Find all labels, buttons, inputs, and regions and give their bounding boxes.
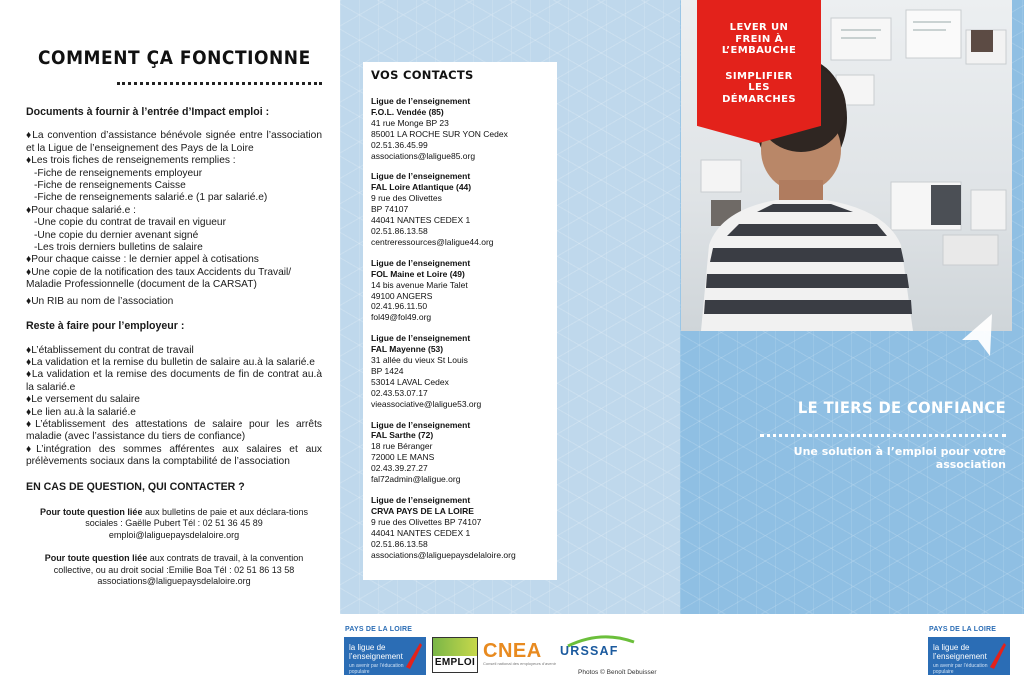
contact-line: 41 rue Monge BP 23 xyxy=(371,117,449,128)
contact-line: 53014 LAVAL Cedex xyxy=(371,376,449,387)
contact-phone[interactable]: 02.51.86.13.58 xyxy=(371,538,428,549)
badge-line: DÉMARCHES xyxy=(722,93,796,105)
subtitle-line: association xyxy=(935,458,1006,471)
employer-heading: Reste à faire pour l’employeur : xyxy=(26,320,185,333)
contact-org-name: FAL Loire Atlantique (44) xyxy=(371,182,472,193)
docs-subitem: -Une copie du contrat de travail en vigueur xyxy=(34,217,226,229)
docs-item: ♦Une copie de la notification des taux Accidents du Travail/ Maladie Professionnelle (document de la CARSAT) xyxy=(26,266,292,291)
contact-block xyxy=(371,333,557,409)
ligue-logo xyxy=(928,637,1010,675)
pointer-arrow-icon xyxy=(960,312,994,358)
badge-line: SIMPLIFIER xyxy=(725,70,793,82)
docs-item: ♦Pour chaque salarié.e : xyxy=(26,204,136,216)
contact-org: Ligue de l’enseignement xyxy=(371,419,471,430)
page-title: COMMENT ÇA FONCTIONNE xyxy=(38,48,311,69)
contact-email[interactable]: vieassociative@laligue53.org xyxy=(371,398,482,409)
badge-text xyxy=(697,22,821,106)
docs-subitem: -Une copie du dernier avenant signé xyxy=(34,229,199,241)
region-label: PAYS DE LA LOIRE xyxy=(345,626,413,633)
employer-item: ♦La validation et la remise des documents de fin de contrat au.à la salarié.e xyxy=(26,369,322,393)
spacer xyxy=(26,469,322,481)
emploi-logo-band xyxy=(433,638,477,656)
contact-block xyxy=(371,171,557,247)
subtitle-line: Une solution à l’emploi pour votre xyxy=(793,445,1006,458)
employer-item: ♦Le versement du salaire xyxy=(26,394,140,406)
docs-subitem: -Fiche de renseignements salarié.e (1 par salarié.e) xyxy=(34,192,268,204)
contact-phone[interactable]: 02.43.53.07.17 xyxy=(371,387,428,398)
contacts-title: VOS CONTACTS xyxy=(371,68,474,82)
region-label: PAYS DE LA LOIRE xyxy=(929,626,997,633)
contact-org: Ligue de l’enseignement xyxy=(371,333,471,344)
urssaf-logo: URSSAF xyxy=(560,644,619,658)
ligue-tagline: un avenir par l’éducation populaire xyxy=(933,663,988,675)
docs-item: ♦Pour chaque caisse : le dernier appel à cotisations xyxy=(26,254,259,266)
contact-line: 44041 NANTES CEDEX 1 xyxy=(371,527,471,538)
contact-block xyxy=(371,258,557,323)
contact-email[interactable]: associations@laligue85.org xyxy=(371,150,476,161)
question-bold: Pour toute question liée xyxy=(44,553,148,564)
contact-phone[interactable]: 02.41.96.11.50 xyxy=(371,301,428,312)
docs-subitem: -Les trois derniers bulletins de salaire xyxy=(34,242,203,254)
contact-email[interactable]: associations@laliguepaysdelaloire.org xyxy=(371,549,516,560)
employer-item: ♦L’intégration des sommes afférentes aux salaires et aux prélèvements sociaux dans la comptabilité de l’association xyxy=(26,443,322,468)
contact-block xyxy=(371,96,557,161)
payroll-email[interactable]: emploi@laliguepaysdelaloire.org xyxy=(108,529,240,540)
badge-line: L’EMBAUCHE xyxy=(721,45,797,57)
contact-org-name: FAL Mayenne (53) xyxy=(371,344,444,355)
contact-line: 49100 ANGERS xyxy=(371,290,433,301)
contact-line: BP 74107 xyxy=(371,204,409,215)
contact-org-name: FAL Sarthe (72) xyxy=(371,430,434,441)
contact-line: 44041 NANTES CEDEX 1 xyxy=(371,215,471,226)
contact-org-name: F.O.L. Vendée (85) xyxy=(371,106,444,117)
cnea-sub: Conseil national des employeurs d’avenir xyxy=(483,661,556,666)
docs-item: ♦La convention d’assistance bénévole signée entre l’association et la Ligue de l’enseignement des Pays de la Loire xyxy=(26,130,322,154)
cover-subtitle xyxy=(740,445,1006,471)
cnea-label: CNEA xyxy=(483,640,542,662)
cover-title: LE TIERS DE CONFIANCE xyxy=(797,398,1006,417)
contact-org-name: CRVA PAYS DE LA LOIRE xyxy=(371,505,474,516)
contact-org: Ligue de l’enseignement xyxy=(371,96,471,106)
contact-line: 9 rue des Olivettes BP 74107 xyxy=(371,516,482,527)
docs-subitem: -Fiche de renseignements Caisse xyxy=(34,180,186,192)
contact-phone[interactable]: 02.43.39.27.27 xyxy=(371,463,428,474)
question-text: aux contrats de travail, à la convention collective, ou au droit social :Emilie Boa Tél : 02 51 86 13 58 xyxy=(53,553,304,575)
badge-line: FREIN À xyxy=(735,33,783,45)
docs-item: ♦Les trois fiches de renseignements remplies : xyxy=(26,155,236,167)
ligue-slash-icon xyxy=(990,643,1006,669)
contact-line: 72000 LE MANS xyxy=(371,452,435,463)
contact-block xyxy=(371,420,557,485)
how-it-works-panel xyxy=(0,0,340,683)
how-it-works-body xyxy=(26,106,322,587)
ligue-tagline: un avenir par l’éducation populaire xyxy=(349,663,404,675)
badge-line: LES xyxy=(748,82,770,94)
contact-email[interactable]: fol49@fol49.org xyxy=(371,312,432,323)
impact-emploi-logo xyxy=(432,637,478,673)
contact-org-name: FOL Maine et Loire (49) xyxy=(371,268,465,279)
employer-item: ♦La validation et la remise du bulletin de salaire au.à la salarié.e xyxy=(26,356,315,368)
emploi-label: EMPLOI xyxy=(434,657,476,668)
question-text: aux bulletins de paie et aux déclara-tions sociales : Gaëlle Pubert Tél : 02 51 36 45 89 xyxy=(85,506,309,529)
photo-credit: Photos © Benoît Debuisser xyxy=(578,669,657,676)
question-heading: EN CAS DE QUESTION, QUI CONTACTER ? xyxy=(26,480,245,493)
contact-email[interactable]: fal72admin@laligue.org xyxy=(371,474,461,485)
badge-line: LEVER UN xyxy=(729,22,789,33)
dotted-divider xyxy=(117,82,322,85)
ligue-line: l’enseignement xyxy=(349,652,403,661)
contact-phone[interactable]: 02.51.86.13.58 xyxy=(371,225,428,236)
contact-org: Ligue de l’enseignement xyxy=(371,495,471,505)
contact-org: Ligue de l’enseignement xyxy=(371,171,471,182)
contact-phone[interactable]: 02.51.36.45.99 xyxy=(371,139,428,150)
contacts-card xyxy=(363,62,557,580)
contact-line: BP 1424 xyxy=(371,365,404,376)
cnea-logo xyxy=(483,640,556,666)
employer-item: ♦Le lien au.à la salarié.e xyxy=(26,406,136,418)
docs-item: ♦Un RIB au nom de l’association xyxy=(26,295,174,307)
ligue-line: l’enseignement xyxy=(933,652,987,661)
docs-heading: Documents à fournir à l’entrée d’Impact emploi : xyxy=(26,106,270,118)
question-bold: Pour toute question liée xyxy=(39,506,143,517)
contact-line: 31 allée du vieux St Louis xyxy=(371,355,468,366)
ligue-line: la ligue de xyxy=(933,643,970,652)
spacer xyxy=(26,541,322,553)
contact-line: 14 bis avenue Marie Talet xyxy=(371,279,468,290)
legal-email[interactable]: associations@laliguepaysdelaloire.org xyxy=(97,576,251,586)
spacer xyxy=(26,308,322,320)
employer-item: ♦L’établissement du contrat de travail xyxy=(26,344,194,356)
question-contact-payroll xyxy=(26,507,322,541)
question-contact-legal xyxy=(26,553,322,587)
employer-item: ♦L’établissement des attestations de salaire pour les arrêts maladie (avec l’assistance du tiers de confiance) xyxy=(26,418,322,443)
ligue-slash-icon xyxy=(406,643,422,669)
ligue-line: la ligue de xyxy=(349,643,386,652)
contact-block xyxy=(371,495,557,560)
contact-email[interactable]: centreressources@laligue44.org xyxy=(371,236,494,247)
contact-line: 18 rue Béranger xyxy=(371,441,433,452)
contact-org: Ligue de l’enseignement xyxy=(371,257,471,268)
contact-line: 9 rue des Olivettes xyxy=(371,193,442,204)
contact-line: 85001 LA ROCHE SUR YON Cedex xyxy=(371,128,508,139)
dotted-divider xyxy=(760,434,1006,437)
docs-subitem: -Fiche de renseignements employeur xyxy=(34,167,203,179)
ligue-logo xyxy=(344,637,426,675)
